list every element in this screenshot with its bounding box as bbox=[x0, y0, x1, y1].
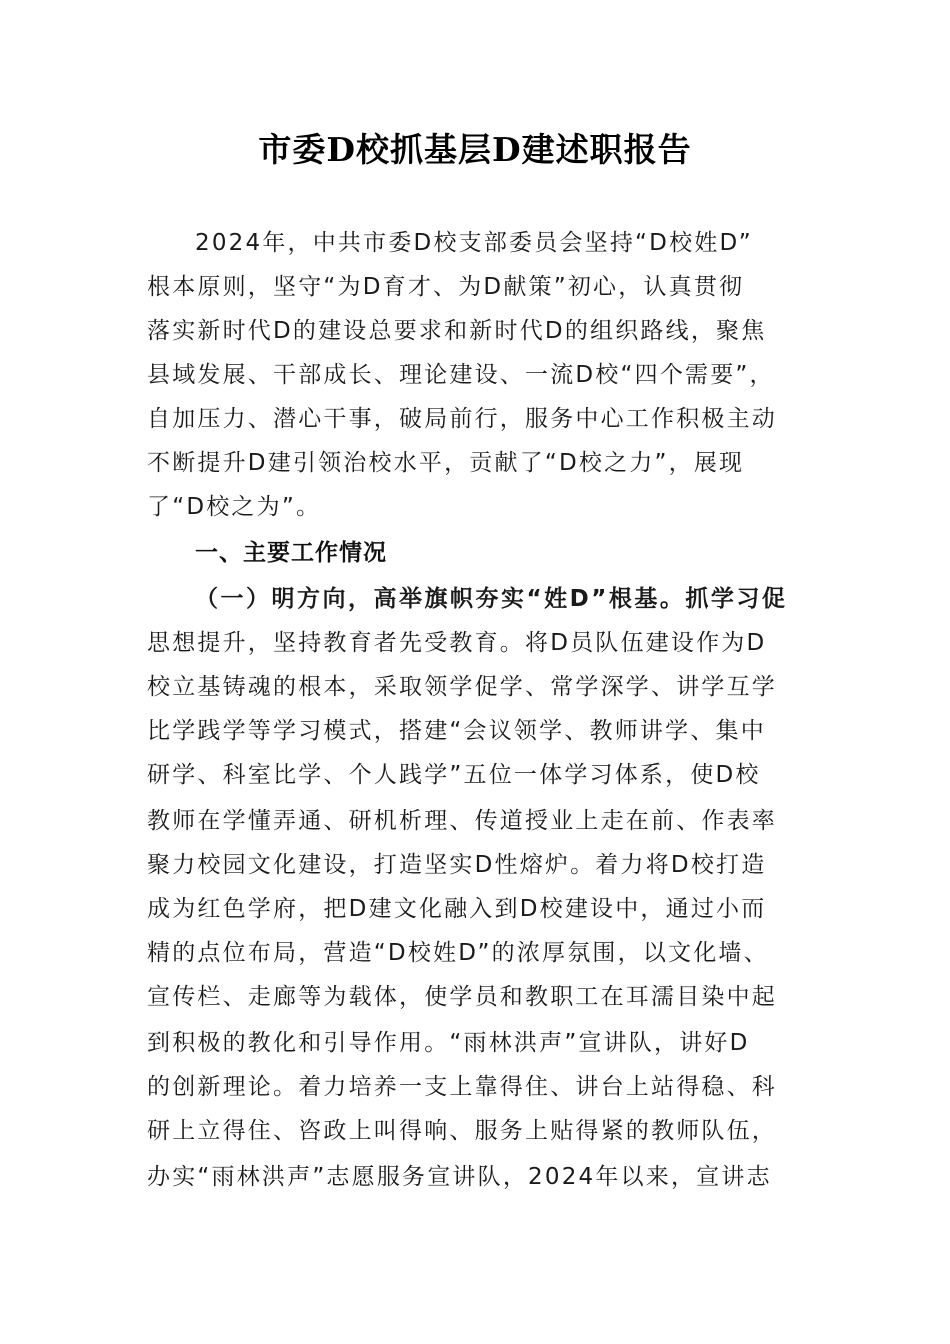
subsection-heading: （一）明方向，高举旗帜夯实“姓D”根基。抓学习促 bbox=[195, 586, 788, 612]
document-title: 市委D校抓基层D建述职报告 bbox=[258, 130, 692, 169]
section-heading: 一、主要工作情况 bbox=[195, 540, 387, 566]
body-line: 宣传栏、走廊等为载体，使学员和教职工在耳濡目染中起 bbox=[147, 984, 777, 1010]
body-line: 县域发展、干部成长、理论建设、一流D校“四个需要”， bbox=[147, 362, 775, 388]
body-line: 落实新时代D的建设总要求和新时代D的组织路线，聚焦 bbox=[147, 318, 767, 344]
body-line: 研上立得住、咨政上叫得响、服务上贴得紧的教师队伍， bbox=[147, 1118, 777, 1144]
body-line: 自加压力、潜心干事，破局前行，服务中心工作积极主动 bbox=[147, 406, 777, 432]
body-line: 思想提升，坚持教育者先受教育。将D员队伍建设作为D bbox=[147, 630, 767, 656]
body-line: 教师在学懂弄通、研机析理、传道授业上走在前、作表率 bbox=[147, 808, 777, 834]
body-line: 聚力校园文化建设，打造坚实D性熔炉。着力将D校打造 bbox=[147, 852, 767, 878]
body-line: 比学践学等学习模式，搭建“会议领学、教师讲学、集中 bbox=[147, 718, 766, 744]
body-line: 不断提升D建引领治校水平，贡献了“D校之力”，展现 bbox=[147, 450, 745, 476]
body-line: 校立基铸魂的根本，采取领学促学、常学深学、讲学互学 bbox=[147, 674, 777, 700]
body-line: 2024年，中共市委D校支部委员会坚持“D校姓D” bbox=[195, 230, 753, 256]
body-line: 根本原则，坚守“为D育才、为D献策”初心，认真贯彻 bbox=[147, 274, 745, 300]
body-line: 精的点位布局，营造“D校姓D”的浓厚氛围，以文化墙、 bbox=[147, 940, 769, 966]
body-line: 办实“雨林洪声”志愿服务宣讲队，2024年以来，宣讲志 bbox=[147, 1164, 772, 1190]
body-line: 研学、科室比学、个人践学”五位一体学习体系，使D校 bbox=[147, 762, 761, 788]
body-line: 了“D校之为”。 bbox=[147, 494, 322, 520]
body-line: 成为红色学府，把D建文化融入到D校建设中，通过小而 bbox=[147, 896, 767, 922]
body-line: 的创新理论。着力培养一支上靠得住、讲台上站得稳、科 bbox=[147, 1074, 777, 1100]
body-line: 到积极的教化和引导作用。“雨林洪声”宣讲队，讲好D bbox=[147, 1030, 750, 1056]
